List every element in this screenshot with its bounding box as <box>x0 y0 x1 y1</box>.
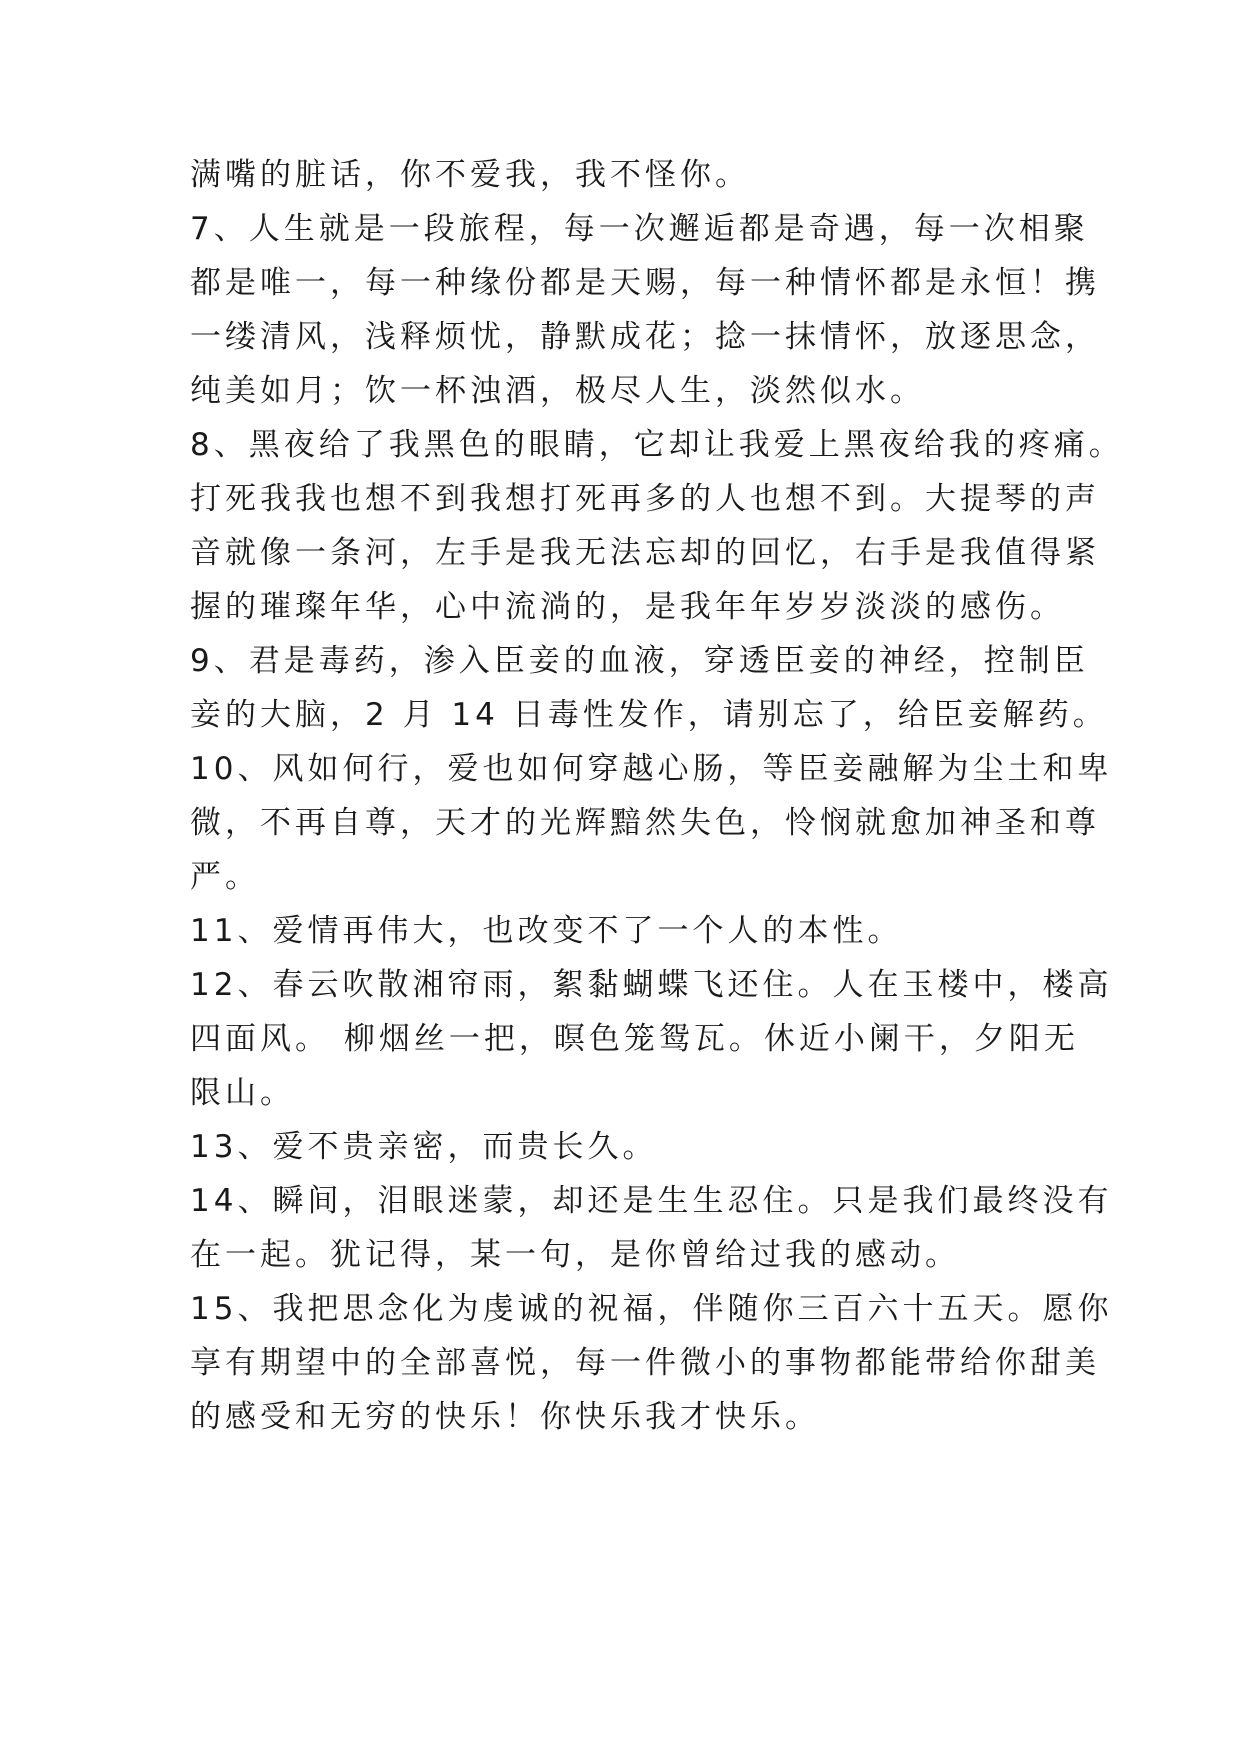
document-page <box>190 148 1124 1444</box>
text-line: 在一起。犹记得，某一句，是你曾给过我的感动。 <box>190 1237 960 1273</box>
text-line: 四面风。 柳烟丝一把，暝色笼鸳瓦。休近小阑干，夕阳无 <box>190 1021 1079 1057</box>
text-line: 的感受和无穷的快乐！你快乐我才快乐。 <box>190 1399 820 1435</box>
text-line: 打死我我也想不到我想打死再多的人也想不到。大提琴的声 <box>190 481 1100 517</box>
text-line: 纯美如月；饮一杯浊酒，极尽人生，淡然似水。 <box>190 373 925 409</box>
text-line: 限山。 <box>190 1075 295 1111</box>
text-line: 11、爱情再伟大，也改变不了一个人的本性。 <box>190 913 903 949</box>
text-line: 15、我把思念化为虔诚的祝福，伴随你三百六十五天。愿你 <box>190 1291 1113 1327</box>
text-line: 妾的大脑，2 月 14 日毒性发作，请别忘了，给臣妾解药。 <box>190 697 1108 733</box>
text-line: 14、瞬间，泪眼迷蒙，却还是生生忍住。只是我们最终没有 <box>190 1183 1113 1219</box>
text-line: 10、风如何行，爱也如何穿越心肠，等臣妾融解为尘土和卑 <box>190 751 1113 787</box>
text-line: 满嘴的脏话，你不爱我，我不怪你。 <box>190 157 750 193</box>
text-line: 7、人生就是一段旅程，每一次邂逅都是奇遇，每一次相聚 <box>190 211 1089 247</box>
text-line: 都是唯一，每一种缘份都是天赐，每一种情怀都是永恒！携 <box>190 265 1100 301</box>
text-line: 微，不再自尊，天才的光辉黯然失色，怜悯就愈加神圣和尊 <box>190 805 1100 841</box>
text-line: 一缕清风，浅释烦忧，静默成花；捻一抹情怀，放逐思念， <box>190 319 1100 355</box>
text-line: 12、春云吹散湘帘雨，絮黏蝴蝶飞还住。人在玉楼中，楼高 <box>190 967 1113 1003</box>
text-line: 9、君是毒药，渗入臣妾的血液，穿透臣妾的神经，控制臣 <box>190 643 1089 679</box>
text-line: 13、爱不贵亲密，而贵长久。 <box>190 1129 658 1165</box>
text-line: 8、黑夜给了我黑色的眼睛，它却让我爱上黑夜给我的疼痛。 <box>190 427 1124 463</box>
text-line: 音就像一条河，左手是我无法忘却的回忆，右手是我值得紧 <box>190 535 1100 571</box>
text-line: 严。 <box>190 859 260 895</box>
text-line: 享有期望中的全部喜悦，每一件微小的事物都能带给你甜美 <box>190 1345 1100 1381</box>
text-line: 握的璀璨年华，心中流淌的，是我年年岁岁淡淡的感伤。 <box>190 589 1065 625</box>
